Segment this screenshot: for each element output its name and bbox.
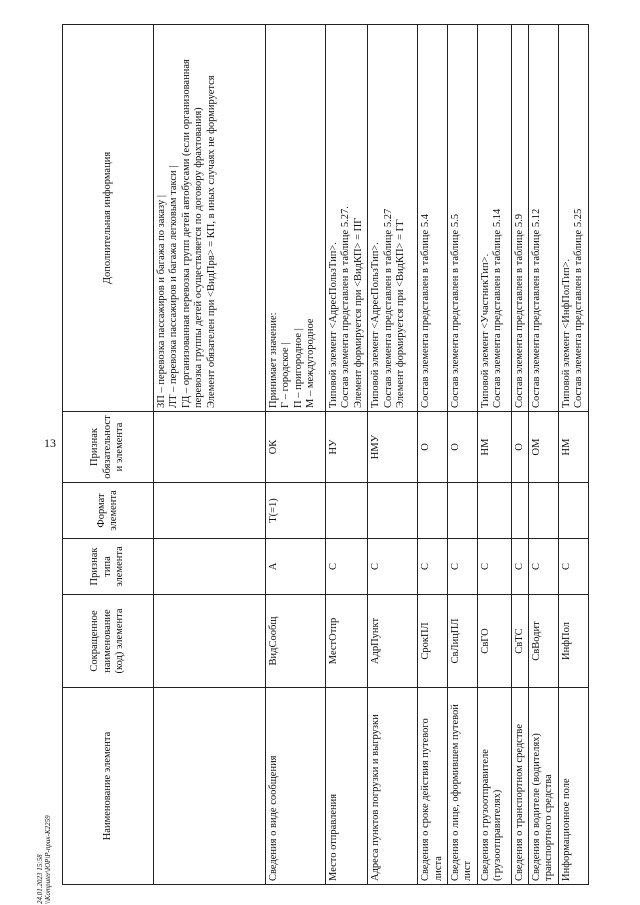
element-required-cell: НУ: [326, 412, 368, 483]
element-type-cell: С: [477, 539, 511, 595]
info-line: Г – городское |: [280, 342, 292, 408]
element-info-cell: [418, 25, 448, 412]
info-line: Состав элемента представлен в таблице 5.4: [420, 214, 432, 408]
element-code-cell: АдрПункт: [368, 595, 418, 688]
header-info: Дополнительная информация: [63, 25, 154, 412]
info-line: Состав элемента представлен в таблице 5.27.: [340, 206, 352, 408]
element-name-cell: Сведения о грузоотправителе (грузоотправителях): [477, 688, 511, 885]
element-type-cell: С: [326, 539, 368, 595]
element-format-cell: [477, 483, 511, 539]
element-required-cell: ОК: [266, 412, 326, 483]
info-line: ГД – организованная перевозка групп детей автобусами (если организованная перевозка группы детей осуществляется по договору фрахтования): [180, 59, 205, 408]
table-row: [477, 25, 511, 885]
element-format-cell: [559, 483, 589, 539]
page-number: 13: [44, 436, 56, 450]
header-required: Признак обязательности элемента: [63, 412, 154, 483]
info-line: Типовой элемент <ИнфПолТип>.: [561, 258, 572, 408]
element-required-cell: [154, 412, 266, 483]
header-name: Наименование элемента: [63, 688, 154, 885]
info-line: Состав элемента представлен в таблице 5.12: [531, 208, 542, 408]
element-required-cell: НМУ: [368, 412, 418, 483]
element-type-cell: А: [266, 539, 326, 595]
element-required-cell: О: [418, 412, 448, 483]
table-row: [154, 25, 266, 885]
footer-stamp: [36, 815, 86, 904]
element-info-cell: [511, 25, 528, 412]
element-type-cell: С: [511, 539, 528, 595]
info-line: Элемент обязателен при <ВидПрв> = КП, в иных случаях не формируется: [205, 75, 217, 408]
header-type: Признак типа элемента: [63, 539, 154, 595]
element-format-cell: T(=1): [266, 483, 326, 539]
element-code-cell: ИнфПол: [559, 595, 589, 688]
element-code-cell: СвТС: [511, 595, 528, 688]
table-row: [529, 25, 559, 885]
element-name-cell: Адреса пунктов погрузки и выгрузки: [368, 688, 418, 885]
elements-table: [62, 24, 589, 885]
info-line: Состав элемента представлен в таблице 5.14: [492, 208, 503, 408]
element-code-cell: [154, 595, 266, 688]
info-line: Типовой элемент <АдресПользТип>.: [328, 242, 339, 408]
element-type-cell: С: [447, 539, 477, 595]
table-row: [368, 25, 418, 885]
header-code: Сокращенное наименование (код) элемента: [63, 595, 154, 688]
element-name-cell: Информационное поле: [559, 688, 589, 885]
element-info-cell: [447, 25, 477, 412]
table-header-row: [63, 25, 154, 885]
element-name-cell: [154, 688, 266, 885]
element-required-cell: НМ: [477, 412, 511, 483]
element-code-cell: СвВодит: [529, 595, 559, 688]
element-info-cell: [477, 25, 511, 412]
element-info-cell: [559, 25, 589, 412]
element-format-cell: [418, 483, 448, 539]
element-code-cell: СвГО: [477, 595, 511, 688]
element-format-cell: [529, 483, 559, 539]
element-required-cell: О: [511, 412, 528, 483]
element-required-cell: НМ: [559, 412, 589, 483]
element-code-cell: ВидСообщ: [266, 595, 326, 688]
element-info-cell: [266, 25, 326, 412]
table-row: [326, 25, 368, 885]
element-info-cell: [154, 25, 266, 412]
element-format-cell: [326, 483, 368, 539]
footer-path: \\Komputer\ЮР\Р-прик-К2259: [44, 815, 53, 904]
info-line: ЗП – перевозка пассажиров и багажа по заказу |: [156, 195, 167, 408]
table-row: [418, 25, 448, 885]
table-row: [266, 25, 326, 885]
element-type-cell: С: [529, 539, 559, 595]
element-info-cell: [529, 25, 559, 412]
element-type-cell: [154, 539, 266, 595]
info-line: Состав элемента представлен в таблице 5.5: [449, 214, 461, 408]
info-line: Элемент формируется при <ВидКП> = ГГ: [394, 219, 406, 408]
table-row: [559, 25, 589, 885]
element-type-cell: С: [418, 539, 448, 595]
element-name-cell: Сведения о транспортном средстве: [511, 688, 528, 885]
info-line: Принимает значение:: [268, 312, 279, 408]
element-format-cell: [447, 483, 477, 539]
element-code-cell: СрокПЛ: [418, 595, 448, 688]
element-name-cell: Сведения о водителе (водителях) транспортного средства: [529, 688, 559, 885]
info-line: Типовой элемент <УчастникТип>.: [479, 253, 491, 408]
element-info-cell: [326, 25, 368, 412]
element-type-cell: С: [559, 539, 589, 595]
info-line: Типовой элемент <АдресПользТип>.: [370, 242, 382, 408]
element-name-cell: Сведения о виде сообщения: [266, 688, 326, 885]
element-name-cell: Сведения о сроке действия путевого листа: [418, 688, 448, 885]
info-line: Состав элемента представлен в таблице 5.25: [573, 208, 585, 408]
info-line: М – междугородное: [305, 318, 317, 408]
element-required-cell: О: [447, 412, 477, 483]
element-format-cell: [368, 483, 418, 539]
info-line: Состав элемента представлен в таблице 5.9: [513, 214, 525, 408]
info-line: ЛТ – перевозка пассажиров и багажа легковым такси |: [168, 165, 180, 408]
element-format-cell: [154, 483, 266, 539]
info-line: П – пригородное |: [292, 328, 304, 408]
rotated-table-container: [62, 25, 592, 885]
info-line: Состав элемента представлен в таблице 5.27: [382, 208, 394, 408]
element-format-cell: [511, 483, 528, 539]
element-name-cell: Место отправления: [326, 688, 368, 885]
element-type-cell: С: [368, 539, 418, 595]
table-row: [447, 25, 477, 885]
footer-timestamp: 24.01.2023 15:58: [36, 854, 44, 904]
element-code-cell: МестОтпр: [326, 595, 368, 688]
header-format: Формат элемента: [63, 483, 154, 539]
element-name-cell: Сведения о лице, оформившем путевой лист: [447, 688, 477, 885]
element-required-cell: ОМ: [529, 412, 559, 483]
table-row: [511, 25, 528, 885]
info-line: Элемент формируется при <ВидКП> = ПГ: [352, 217, 364, 408]
element-info-cell: [368, 25, 418, 412]
element-code-cell: СвЛицПЛ: [447, 595, 477, 688]
